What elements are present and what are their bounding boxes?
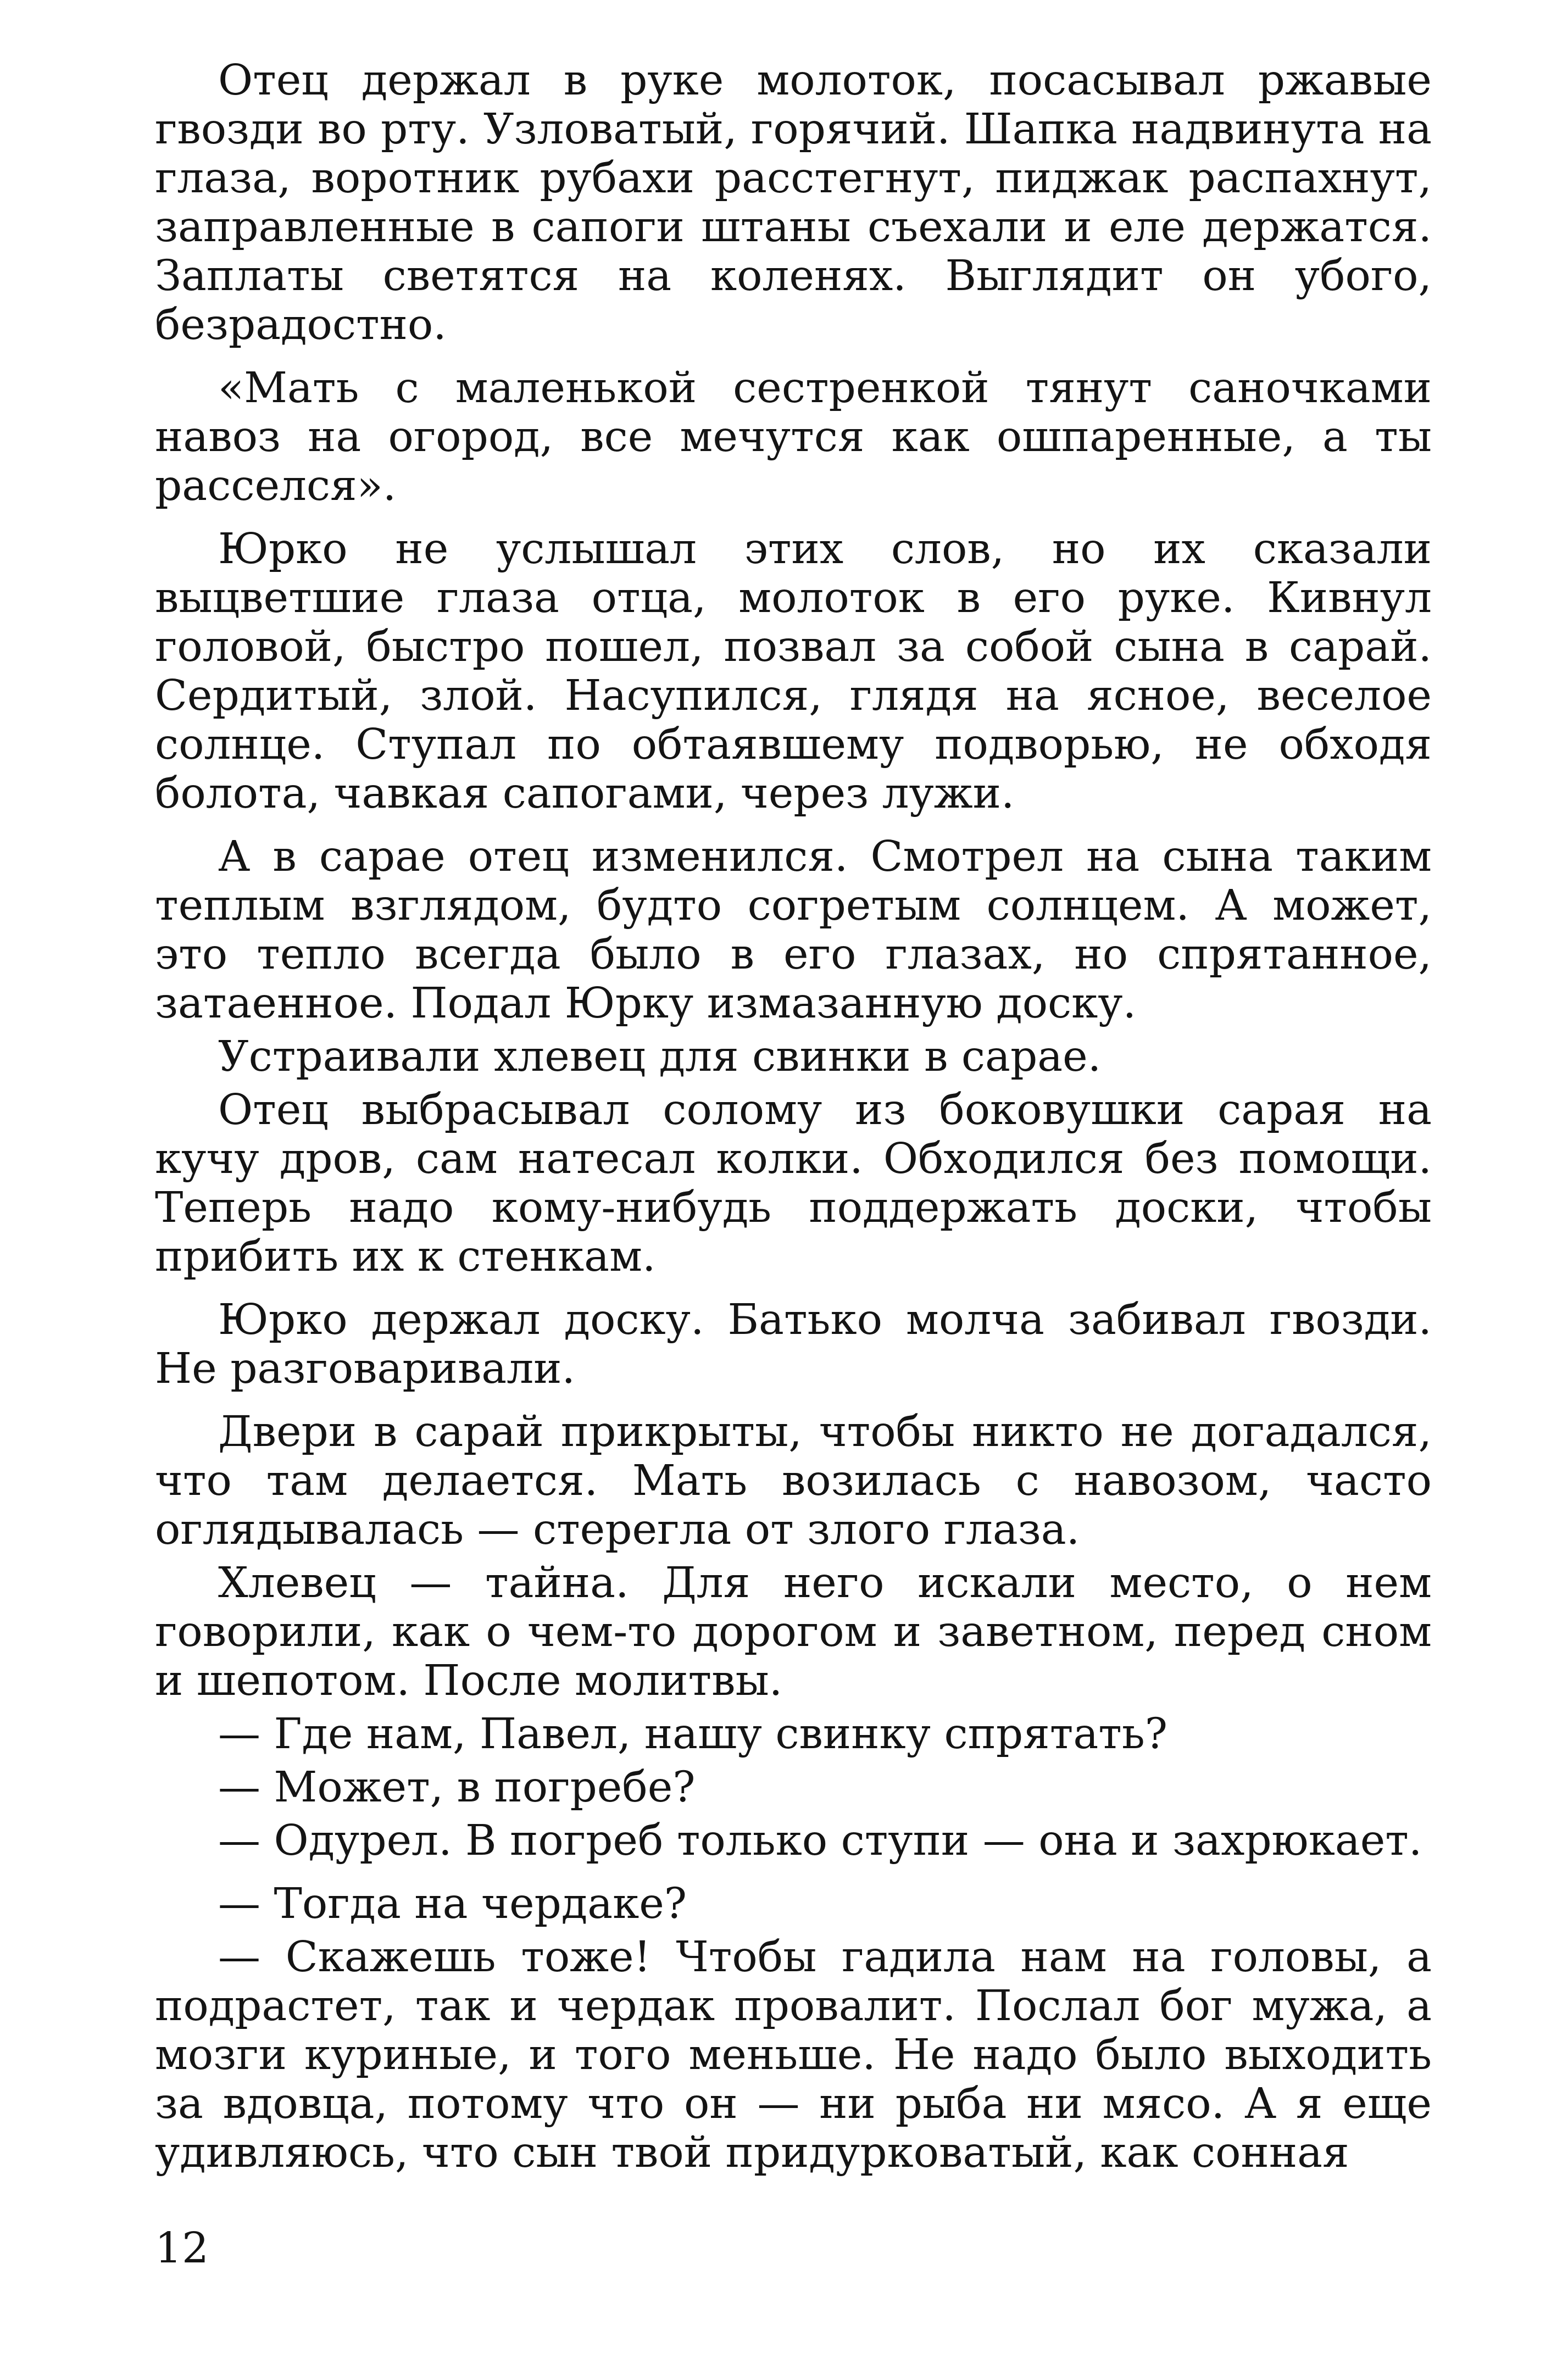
- dialogue-line-2: — Может, в погребе?: [218, 1763, 696, 1812]
- page-number: 12: [155, 2224, 209, 2273]
- paragraph-3: Юрко не услышал этих слов, но их сказали выцветшие глаза отца, молоток в его руке. Кивнул головой, быстро пошел, позвал за собой сына в сарай. Сердитый, злой. Насупился, глядя на ясное, веселое солнце. Ступал по обтаявшему подворью, не обходя болота, чавкая сапогами, через лужи.: [155, 525, 1432, 818]
- paragraph-8: Двери в сарай прикрыты, чтобы никто не догадался, что там делается. Мать возилась с навозом, часто оглядывалась — стерегла от злого глаза.: [155, 1408, 1432, 1554]
- paragraph-2: «Мать с маленькой сестренкой тянут саночками навоз на огород, все мечутся как ошпаренные, а ты расселся».: [155, 364, 1432, 510]
- dialogue-line-3: — Одурел. В погреб только ступи — она и захрюкает.: [218, 1816, 1422, 1865]
- dialogue-line-5: — Скажешь тоже! Чтобы гадила нам на головы, а подрастет, так и чердак провалит. Послал бог мужа, а мозги куриные, и того меньше. Не надо было выходить за вдовца, потому что он — ни рыба ни мясо. А я еще удивляюсь, что сын твой придурковатый, как сонная: [155, 1933, 1432, 2177]
- body-text: [155, 56, 1432, 2182]
- paragraph-6: Отец выбрасывал солому из боковушки сарая на кучу дров, сам натесал колки. Обходился без помощи. Теперь надо кому-нибудь поддержать доски, чтобы прибить их к стенкам.: [155, 1086, 1432, 1281]
- paragraph-1: Отец держал в руке молоток, посасывал ржавые гвозди во рту. Узловатый, горячий. Шапка надвинута на глаза, воротник рубахи расстегнут, пиджак распахнут, заправленные в сапоги штаны съехали и еле держатся. Заплаты светятся на коленях. Выглядит он убого, безрадостно.: [155, 56, 1432, 349]
- paragraph-9: Хлевец — тайна. Для него искали место, о нем говорили, как о чем-то дорогом и заветном, перед сном и шепотом. После молитвы.: [155, 1559, 1432, 1705]
- paragraph-4: А в сарае отец изменился. Смотрел на сына таким теплым взглядом, будто согретым солнцем. А может, это тепло всегда было в его глазах, но спрятанное, затаенное. Подал Юрку измазанную доску.: [155, 832, 1432, 1028]
- dialogue-line-1: — Где нам, Павел, нашу свинку спрятать?: [218, 1710, 1168, 1759]
- paragraph-5: Устраивали хлевец для свинки в сарае.: [218, 1032, 1102, 1081]
- dialogue-line-4: — Тогда на чердаке?: [218, 1879, 687, 1928]
- paragraph-7: Юрко держал доску. Батько молча забивал гвозди. Не разговаривали.: [155, 1295, 1432, 1393]
